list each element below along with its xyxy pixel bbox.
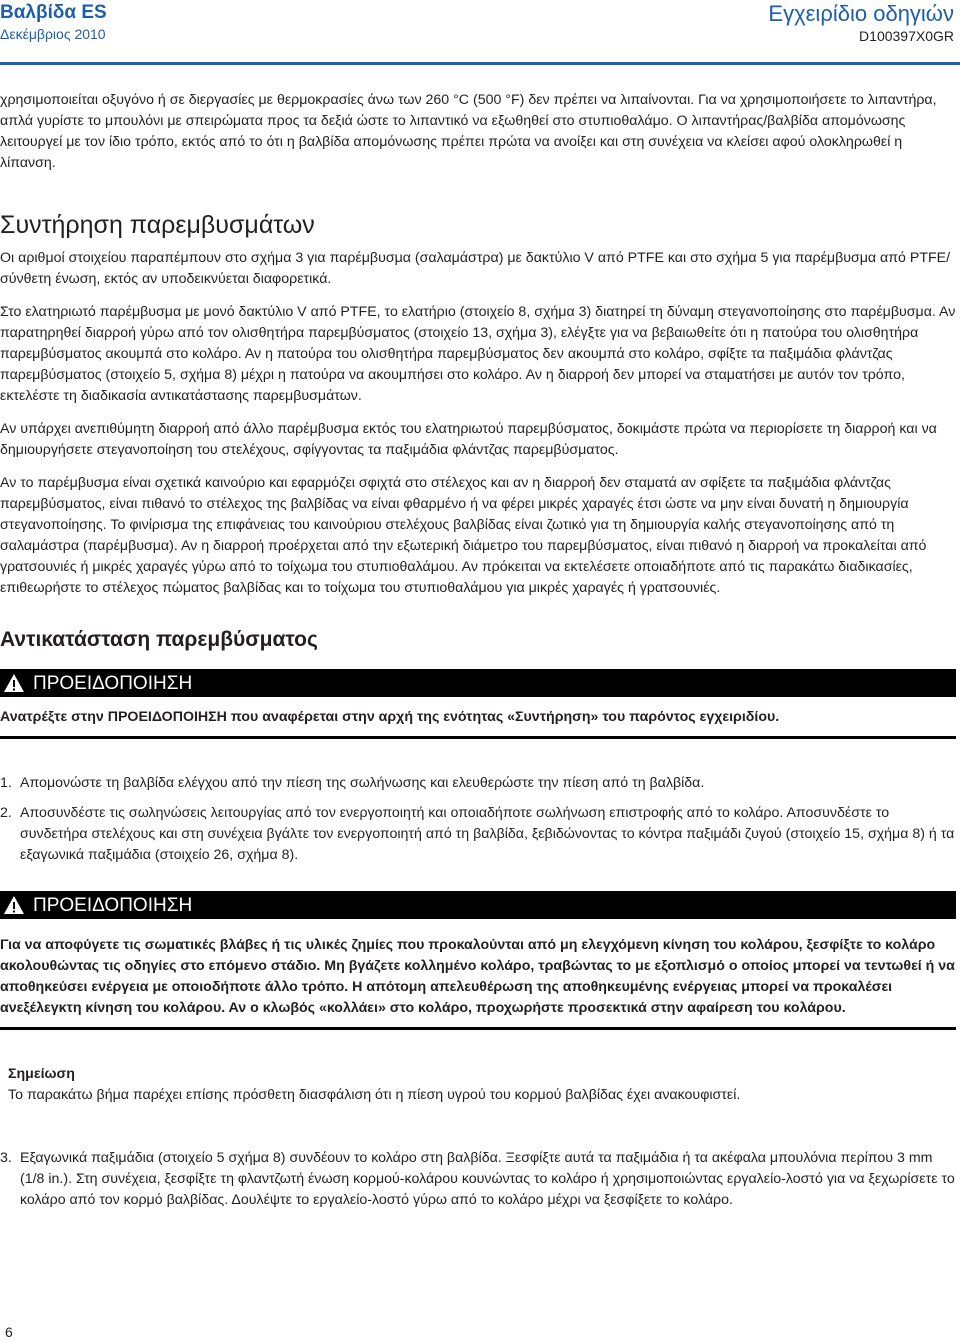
list-item [0, 773, 956, 794]
product-name: Βαλβίδα ES [0, 2, 107, 23]
page-content [0, 90, 956, 1211]
step-text: Απομονώστε τη βαλβίδα ελέγχου από την πίεση της σωλήνωσης και ελευθερώστε την πίεση από τη βαλβίδα. [20, 775, 705, 791]
intro-paragraph: χρησιμοποιείται οξυγόνο ή σε διεργασίες με θερμοκρασίες άνω των 260 °C (500 °F) δεν πρέπει να λιπαίνονται. Για να χρησιμοποιήσετε το λιπαντήρα, απλά γυρίστε το μπουλόνι με σπειρώματα προς τα δεξιά ώστε το λιπαντικό να εξωθηθεί στο στυπιοθαλάμο. Ο λιπαντήρας/βαλβίδα απομόνωσης λειτουργεί με τον ίδιο τρόπο, εκτός από το ότι η βαλβίδα απομόνωσης πρέπει πρώτα να ανοίξει και στη συνέχεια να κλείσει αφού ολοκληρωθεί η λίπανση. [0, 92, 937, 171]
section1-paragraph: Αν το παρέμβυσμα είναι σχετικά καινούριο και εφαρμόζει σφιχτά στο στέλεχος και αν η διαρροή δεν σταματά αν σφίξετε τα παξιμάδια φλάντζας παρεμβύσματος, είναι πιθανό το στέλεχος της βαλβίδας να είναι φθαρμένο ή να φέρει μικρές χαραγές έτσι ώστε να μην είναι δυνατή η δημιουργία στεγανοποίησης. Το φινίρισμα της επιφάνειας του καινούριου στελέχους βαλβίδας είναι ζωτικό για τη δημιουργία καλής στεγανοποίησης από τη σαλαμάστρα (παρέμβυσμα). Αν η διαρροή προέρχεται από την εξωτερική διάμετρο του παρεμβύσματος, είναι πιθανό η διαρροή να προκαλείται από γρατσουνιές ή μικρές χαραγές γύρω από το τοίχωμα του στυπιοθαλάμου. Αν πρόκειται να εκτελέσετε οποιαδήποτε από τις παρακάτω διαδικασίες, επιθεωρήστε το στέλεχος πώματος βαλβίδας και το τοίχωμα του στυπιοθαλάμου για μικρές χαραγές ή γρατσουνιές. [0, 475, 927, 596]
warning-banner [0, 669, 956, 697]
note-label: Σημείωση [8, 1066, 75, 1082]
step-number: 2. [0, 805, 12, 821]
header-left [0, 2, 107, 43]
step-number: 1. [0, 775, 12, 791]
warning-text: Για να αποφύγετε τις σωματικές βλάβες ή τις υλικές ζημίες που προκαλούνται από μη ελεγχόμενη κίνηση του κολάρου, ξεσφίξτε το κολάρο ακολουθώντας τις οδηγίες στο επόμενο στάδιο. Μη βγάζετε κολλημένο κολάρο, τραβώντας το με εξοπλισμό ο οποίος μπορεί να τεντωθεί ή να αποθηκεύσει ενέργεια με οποιοδήποτε άλλο τρόπο. Η απότομη απελευθέρωση της αποθηκευμένης ενέργειας μπορεί να προκαλέσει ανεξέλεγκτη κίνηση του κολάρου. Αν ο κλωβός «κολλάει» στο κολάρο, προχωρήστε προσεκτικά στην αφαίρεση του κολάρου. [0, 937, 955, 1016]
section-heading-packing-replacement: Αντικατάσταση παρεμβύσματος [0, 628, 318, 651]
warning-banner [0, 891, 956, 919]
section1-paragraph: Οι αριθμοί στοιχείου παραπέμπουν στο σχήμα 3 για παρέμβυσμα (σαλαμάστρα) με δακτύλιο V από PTFE και στο σχήμα 5 για παρέμβυσμα από PTFE/σύνθετη ένωση, εκτός αν υποδεικνύεται διαφορετικά. [0, 250, 951, 287]
note-text: Το παρακάτω βήμα παρέχει επίσης πρόσθετη διασφάλιση ότι η πίεση υγρού του κορμού βαλβίδας έχει ανακουφιστεί. [8, 1087, 741, 1103]
step-number: 3. [0, 1150, 12, 1166]
header-divider [0, 62, 960, 65]
warning-label: ΠΡΟΕΙΔΟΠΟΙΗΣΗ [33, 672, 193, 694]
step-text: Αποσυνδέστε τις σωληνώσεις λειτουργίας από τον ενεργοποιητή και οποιαδήποτε σωλήνωση επιστροφής από το κολάρο. Αποσυνδέστε το συνδετήρα στελέχους και στη συνέχεια βγάλτε τον ενεργοποιητή από τη βαλβίδα, ξεβιδώνοντας το κόντρα παξιμάδι ζυγού (στοιχείο 15, σχήμα 8) ή τα εξαγωνικά παξιμάδια (στοιχείο 26, σχήμα 8). [20, 805, 955, 863]
header-right [768, 2, 954, 45]
page-header [0, 0, 960, 60]
document-number: D100397X0GR [859, 28, 954, 44]
page-number: 6 [5, 1324, 13, 1340]
section1-paragraph: Στο ελατηριωτό παρέμβυσμα με μονό δακτύλιο V από PTFE, το ελατήριο (στοιχείο 8, σχήμα 3) διατηρεί τη δύναμη στεγανοποίησης στο παρέμβυσμα. Αν παρατηρηθεί διαρροή γύρω από τον ολισθητήρα παρεμβύσματος (στοιχείο 13, σχήμα 3), ελέγξτε για να βεβαιωθείτε ότι η πατούρα του ολισθητήρα παρεμβύσματος ακουμπά στο κολάρο. Αν η πατούρα του ολισθητήρα παρεμβύσματος δεν ακουμπά στο κολάρο, σφίξτε τα παξιμάδια φλάντζας παρεμβύσματος (στοιχείο 5, σχήμα 8) μέχρι η πατούρα να ακουμπήσει στο κολάρο. Αν η διαρροή δεν μπορεί να σταματήσει με αυτόν τον τρόπο, εκτελέστε τη διαδικασία αντικατάστασης παρεμβυσμάτων. [0, 304, 956, 404]
warning-label: ΠΡΟΕΙΔΟΠΟΙΗΣΗ [33, 894, 193, 916]
publication-date: Δεκέμβριος 2010 [0, 26, 106, 42]
manual-title: Εγχειρίδιο οδηγιών [768, 1, 954, 26]
warning-triangle-icon [3, 673, 25, 693]
list-item [0, 1148, 956, 1211]
list-item [0, 803, 956, 866]
section1-paragraph: Αν υπάρχει ανεπιθύμητη διαρροή από άλλο παρέμβυσμα εκτός του ελατηριωτού παρεμβύσματος, δοκιμάστε πρώτα να περιορίσετε τη διαρροή και να δημιουργήσετε στεγανοποίηση του στελέχους, σφίγγοντας τα παξιμάδια φλάντζας παρεμβύσματος. [0, 421, 937, 458]
warning-rule [0, 1027, 956, 1030]
warning-text: Ανατρέξτε στην ΠΡΟΕΙΔΟΠΟΙΗΣΗ που αναφέρεται στην αρχή της ενότητας «Συντήρηση» του παρόντος εγχειριδίου. [0, 709, 780, 725]
warning-triangle-icon [3, 895, 25, 915]
section-heading-packing-maintenance: Συντήρηση παρεμβυσμάτων [0, 211, 315, 239]
step-text: Εξαγωνικά παξιμάδια (στοιχείο 5 σχήμα 8) συνδέουν το κολάρο στη βαλβίδα. Ξεσφίξτε αυτά τα παξιμάδια ή τα ακέφαλα μπουλόνια περίπου 3 mm (1/8 in.). Στη συνέχεια, ξεσφίξτε τη φλαντζωτή ένωση κορμού-κολάρου κουνώντας το κολάρο ή χρησιμοποιώντας εργαλείο-λοστό για να ξεχωρίσετε το κολάρο από τον κορμό βαλβίδας. Δουλέψτε το εργαλείο-λοστό γύρω από το κολάρο μέχρι να ξεσφίξετε το κολάρο. [20, 1150, 955, 1208]
